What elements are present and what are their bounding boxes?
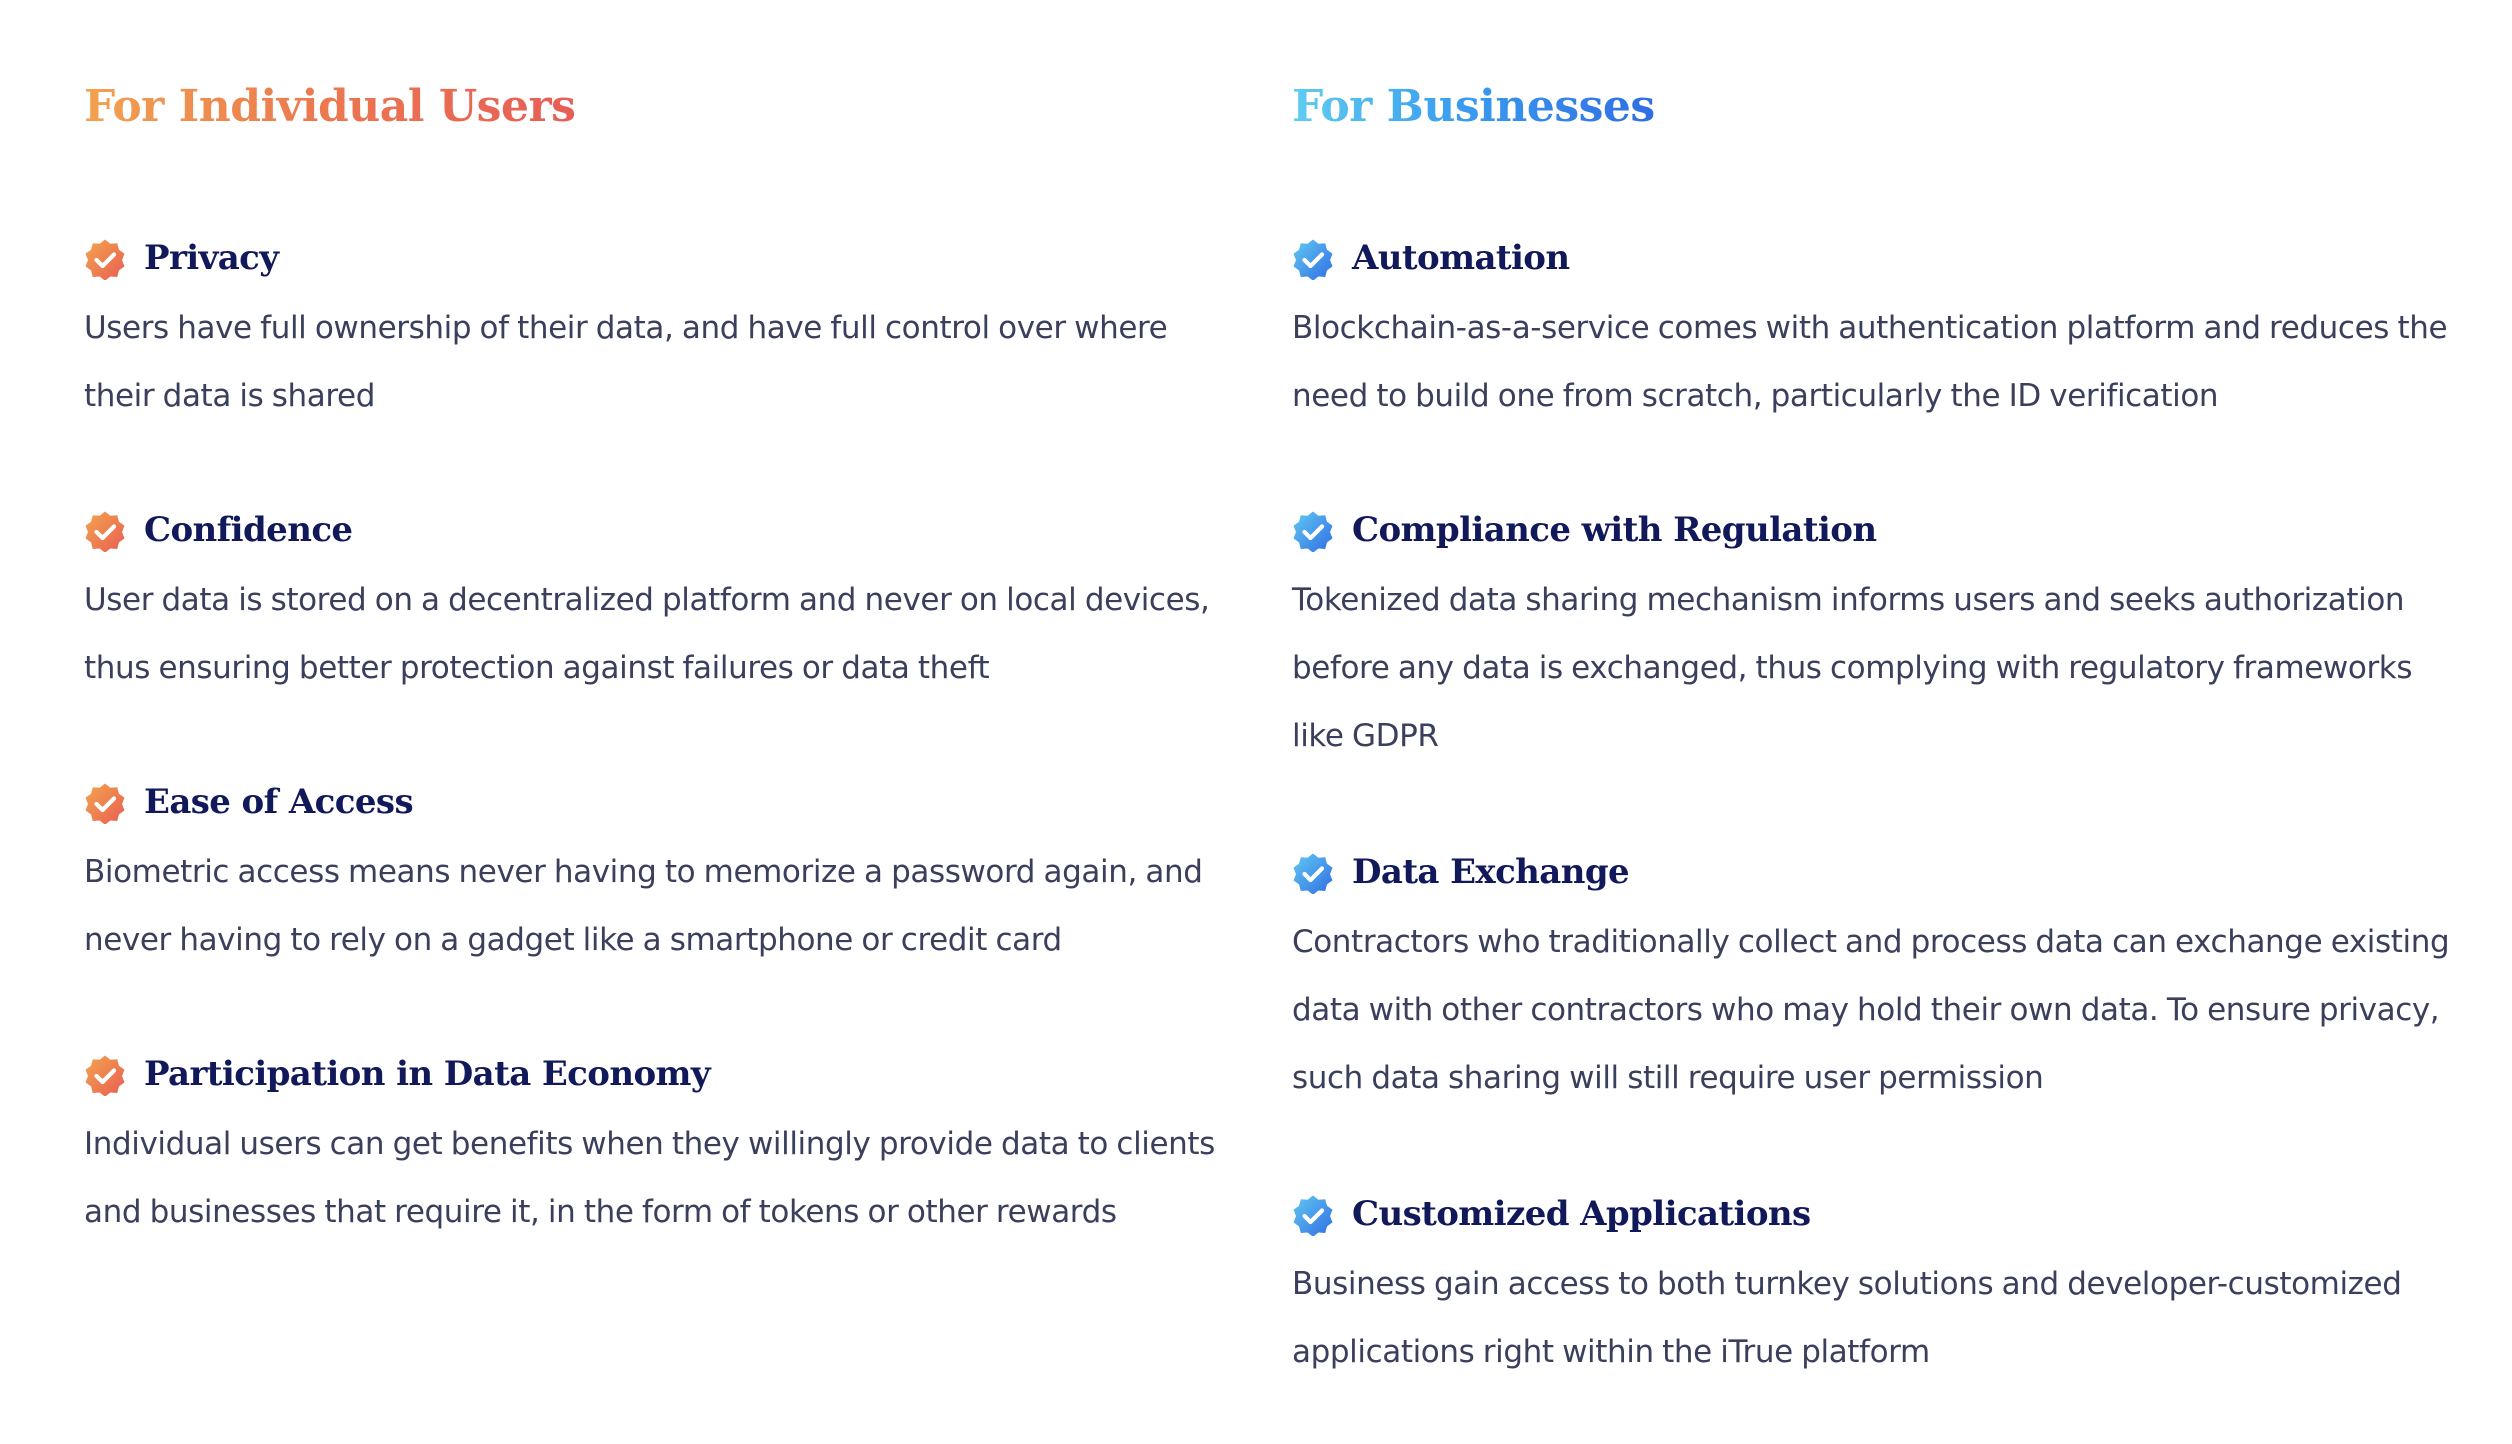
feature-automation bbox=[1292, 228, 2452, 430]
feature-title: Privacy bbox=[144, 238, 279, 278]
feature-title: Automation bbox=[1352, 238, 1570, 278]
feature-description: Blockchain-as-a-service comes with authentication platform and reduces the need to build one from scratch, particularly the ID verification bbox=[1292, 310, 2448, 414]
feature-title: Data Exchange bbox=[1352, 852, 1630, 892]
feature-description: Business gain access to both turnkey solutions and developer-customized applications right within the iTrue platform bbox=[1292, 1266, 2402, 1370]
feature-confidence bbox=[84, 500, 1244, 702]
feature-title: Ease of Access bbox=[144, 782, 413, 822]
feature-description: User data is stored on a decentralized platform and never on local devices, thus ensuring better protection against failures or data theft bbox=[84, 582, 1210, 686]
feature-compliance-with-regulation bbox=[1292, 500, 2452, 770]
check-badge-icon bbox=[1292, 510, 1334, 552]
check-badge-icon bbox=[1292, 852, 1334, 894]
feature-participation-in-data-economy bbox=[84, 1044, 1244, 1246]
feature-description: Contractors who traditionally collect and process data can exchange existing data with other contractors who may hold their own data. To ensure privacy, such data sharing will still require user permission bbox=[1292, 924, 2450, 1096]
check-badge-icon bbox=[84, 238, 126, 280]
feature-data-exchange bbox=[1292, 842, 2452, 1112]
feature-title: Confidence bbox=[144, 510, 353, 550]
feature-description: Individual users can get benefits when they willingly provide data to clients and businesses that require it, in the form of tokens or other rewards bbox=[84, 1126, 1215, 1230]
feature-description: Biometric access means never having to memorize a password again, and never having to rely on a gadget like a smartphone or credit card bbox=[84, 854, 1203, 958]
feature-title: Compliance with Regulation bbox=[1352, 510, 1877, 550]
check-badge-icon bbox=[1292, 1194, 1334, 1236]
feature-title: Participation in Data Economy bbox=[144, 1054, 711, 1094]
feature-customized-applications bbox=[1292, 1184, 2452, 1386]
individual-users-heading: For Individual Users bbox=[84, 72, 575, 142]
check-badge-icon bbox=[84, 1054, 126, 1096]
check-badge-icon bbox=[84, 510, 126, 552]
businesses-heading: For Businesses bbox=[1292, 72, 1655, 142]
feature-ease-of-access bbox=[84, 772, 1244, 974]
feature-description: Tokenized data sharing mechanism informs users and seeks authorization before any data is exchanged, thus complying with regulatory frameworks like GDPR bbox=[1292, 582, 2413, 754]
feature-privacy bbox=[84, 228, 1244, 430]
feature-title: Customized Applications bbox=[1352, 1194, 1811, 1234]
feature-description: Users have full ownership of their data, and have full control over where their data is shared bbox=[84, 310, 1168, 414]
check-badge-icon bbox=[1292, 238, 1334, 280]
check-badge-icon bbox=[84, 782, 126, 824]
